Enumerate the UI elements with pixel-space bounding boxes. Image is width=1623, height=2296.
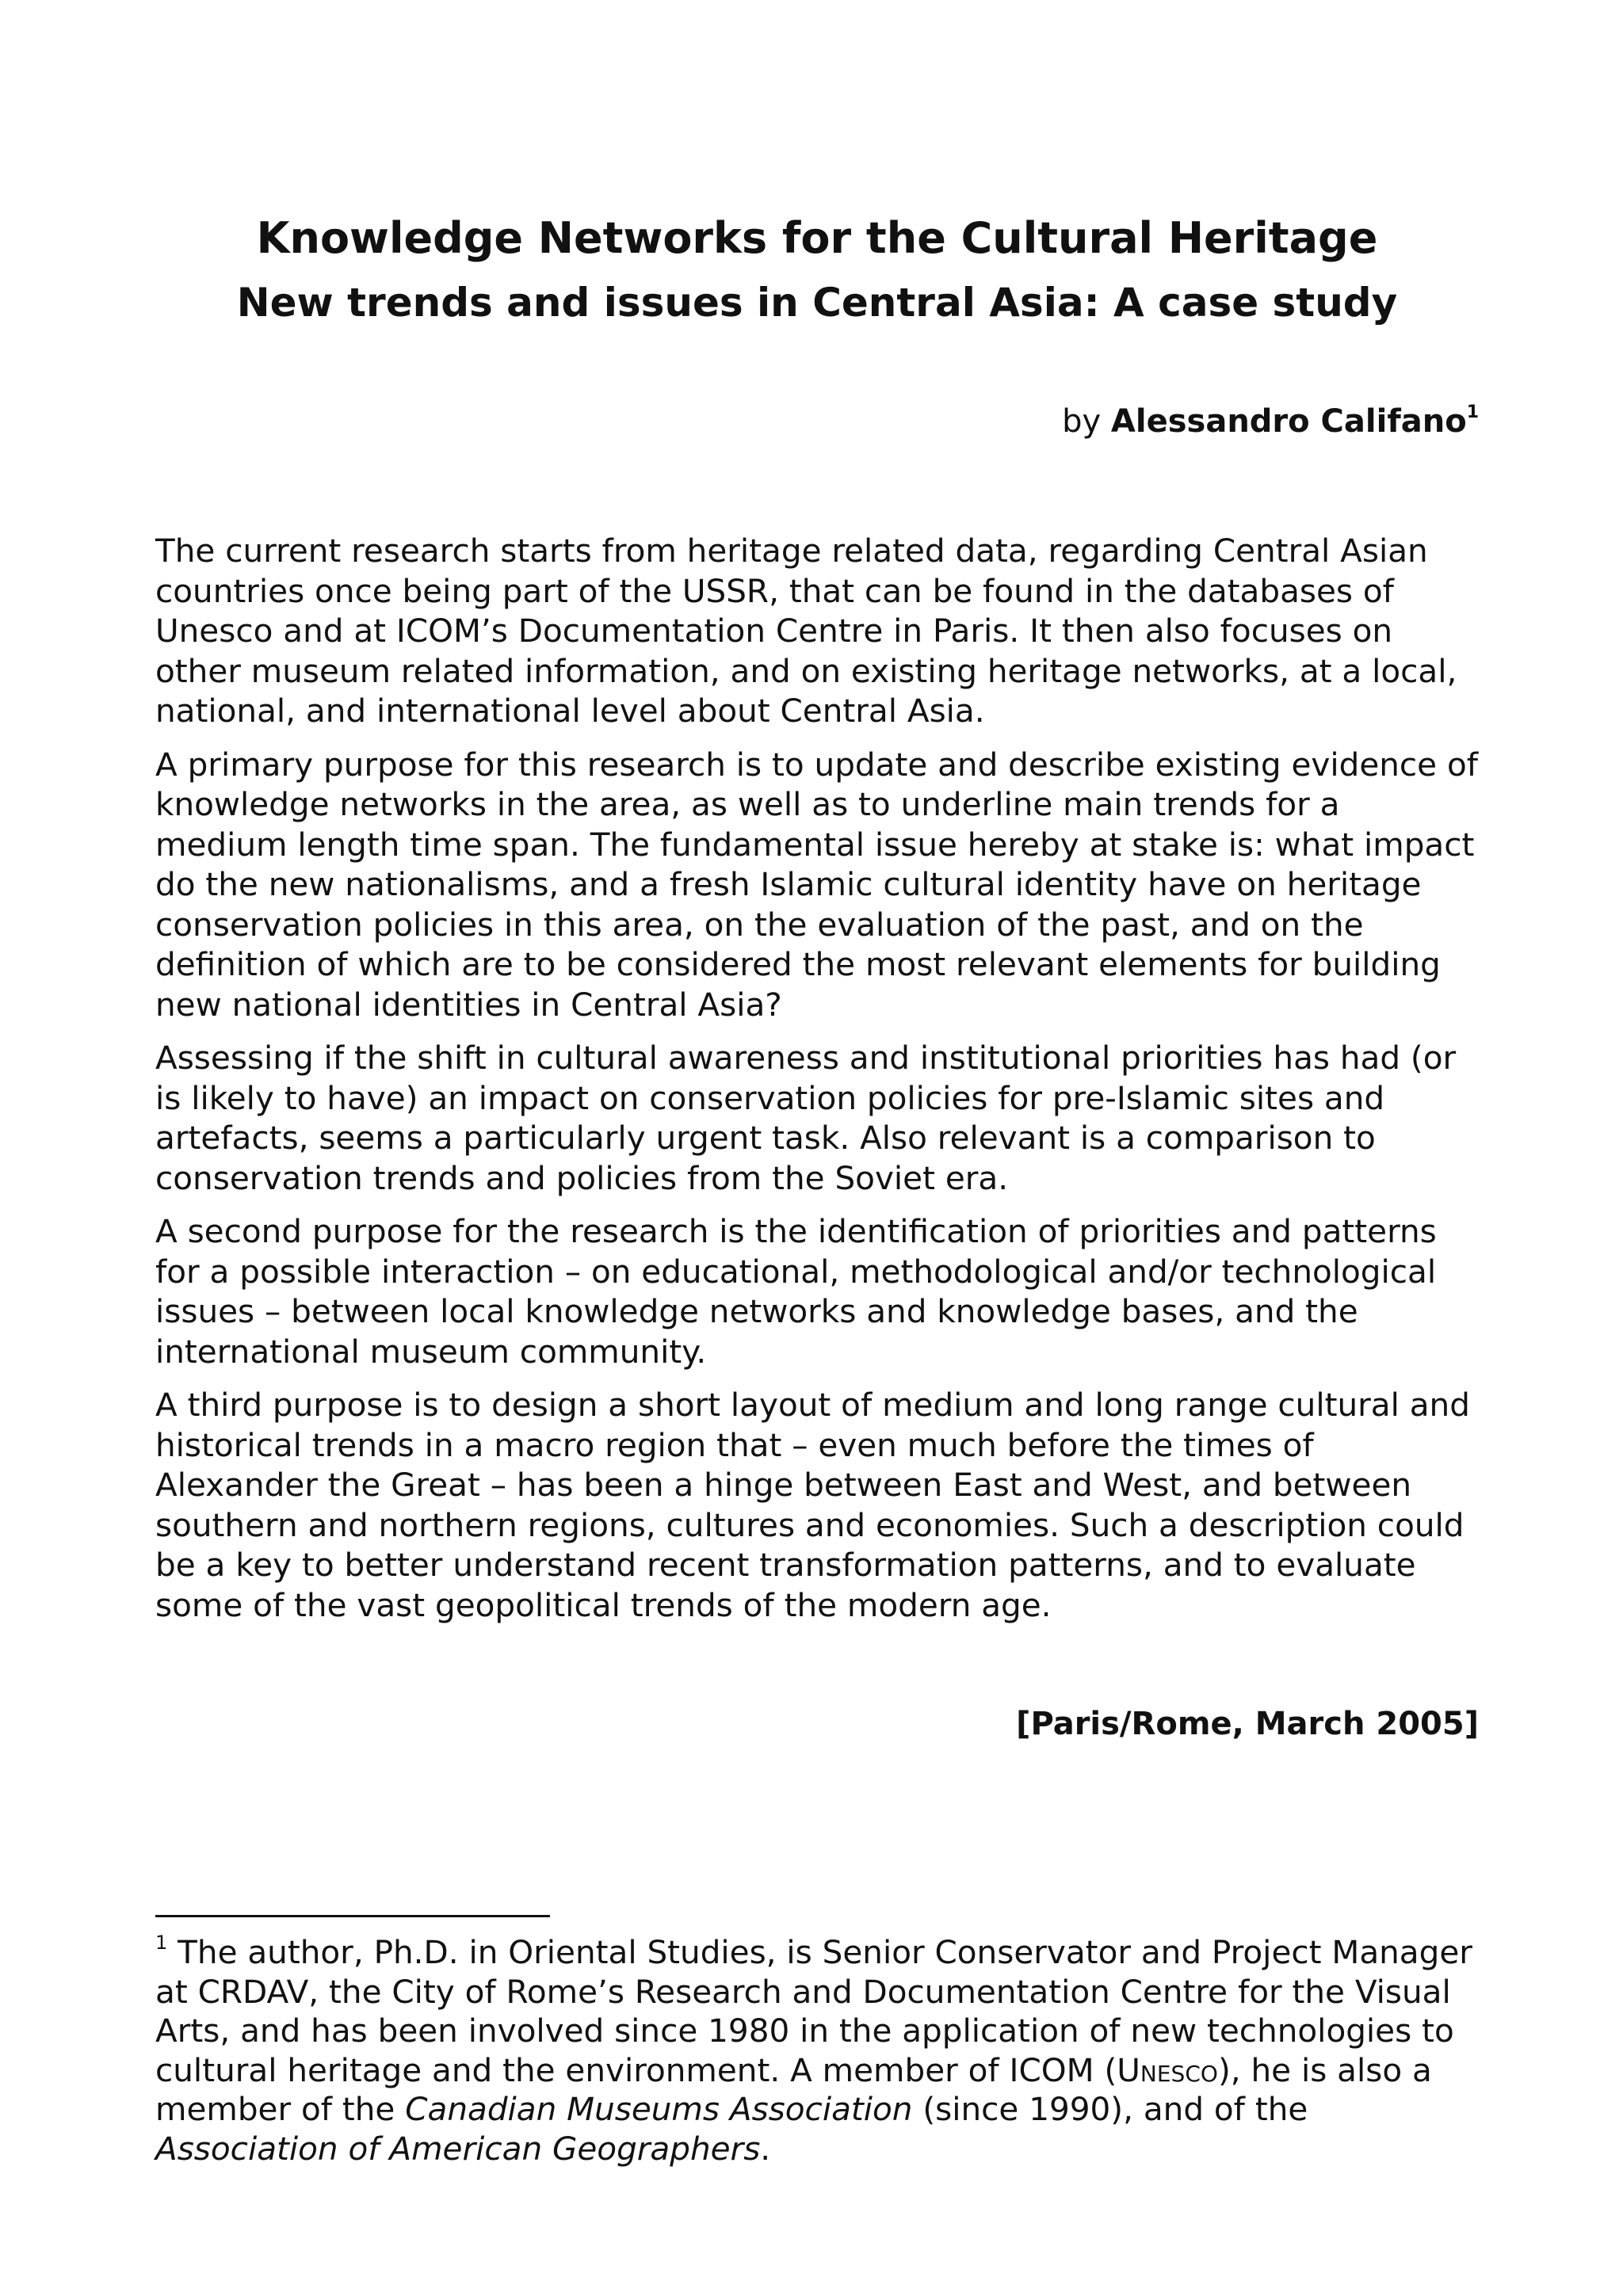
footnote-text-4: . bbox=[760, 2129, 771, 2168]
author-name: Alessandro Califano bbox=[1110, 403, 1467, 440]
dateline: [Paris/Rome, March 2005] bbox=[1016, 1706, 1479, 1742]
footnote-separator bbox=[155, 1915, 550, 1917]
paragraph: Assessing if the shift in cultural awareness and institutional priorities has had (or is likely to have) an impact on conservation policies for pre-Islamic sites and artefacts, seems a particularly urgent task. Also relevant is a comparison to conservation trends and policies from the Soviet era. bbox=[155, 1039, 1457, 1197]
footnote-american-association: Association of American Geographers bbox=[155, 2129, 761, 2168]
paragraph: The current research starts from heritage related data, regarding Central Asian countries once being part of the USSR, that can be found in the databases of Unesco and at ICOM’s Documentation Centre in Paris. It then also focuses on other museum related information, and on existing heritage networks, at a local, national, and international level about Central Asia. bbox=[155, 532, 1457, 730]
author-footnote-marker[interactable]: 1 bbox=[1466, 402, 1479, 422]
paragraph: A primary purpose for this research is to update and describe existing evidence of knowledge networks in the area, as well as to underline main trends for a medium length time span. The fundamental issue hereby at stake is: what impact do the new nationalisms, and a fresh Islamic cultural identity have on heritage conservation policies in this area, on the evaluation of the past, and on the definition of which are to be considered the most relevant elements for building new national identities in Central Asia? bbox=[155, 745, 1479, 1024]
paragraph: A second purpose for the research is the identification of priorities and patterns for a possible interaction – on educational, methodological and/or technological issues – between local knowledge networks and knowledge bases, and the international museum community. bbox=[155, 1212, 1437, 1371]
body-text bbox=[155, 531, 1480, 1638]
footnote-canadian-association: Canadian Museums Association bbox=[405, 2090, 913, 2128]
footnote-text-2: ), he is also a member of the bbox=[155, 2050, 1432, 2128]
byline bbox=[1062, 398, 1479, 445]
document-subtitle: New trends and issues in Central Asia: A case study bbox=[236, 280, 1398, 326]
footnote-unesco: Unesco bbox=[1117, 2050, 1218, 2089]
title-block bbox=[155, 204, 1479, 333]
footnote-text-3: (since 1990), and of the bbox=[912, 2090, 1308, 2128]
document-title: Knowledge Networks for the Cultural Heritage bbox=[256, 213, 1378, 263]
footnote-text-1: The author, Ph.D. in Oriental Studies, is Senior Conservator and Project Manager at CRDAV, the City of Rome’s Research and Documentation Centre for the Visual Arts, and has been involved since 1980 in the application of new technologies to cultural heritage and the environment. A member of ICOM ( bbox=[155, 1933, 1472, 2089]
footnote-marker: 1 bbox=[155, 1932, 168, 1954]
paragraph: A third purpose is to design a short layout of medium and long range cultural and historical trends in a macro region that – even much before the times of Alexander the Great – has been a hinge between East and West, and between southern and northern regions, cultures and economies. Such a description could be a key to better understand recent transformation patterns, and to evaluate some of the vast geopolitical trends of the modern age. bbox=[155, 1386, 1470, 1624]
footnote bbox=[155, 1933, 1480, 2168]
byline-prefix: by bbox=[1062, 403, 1102, 440]
